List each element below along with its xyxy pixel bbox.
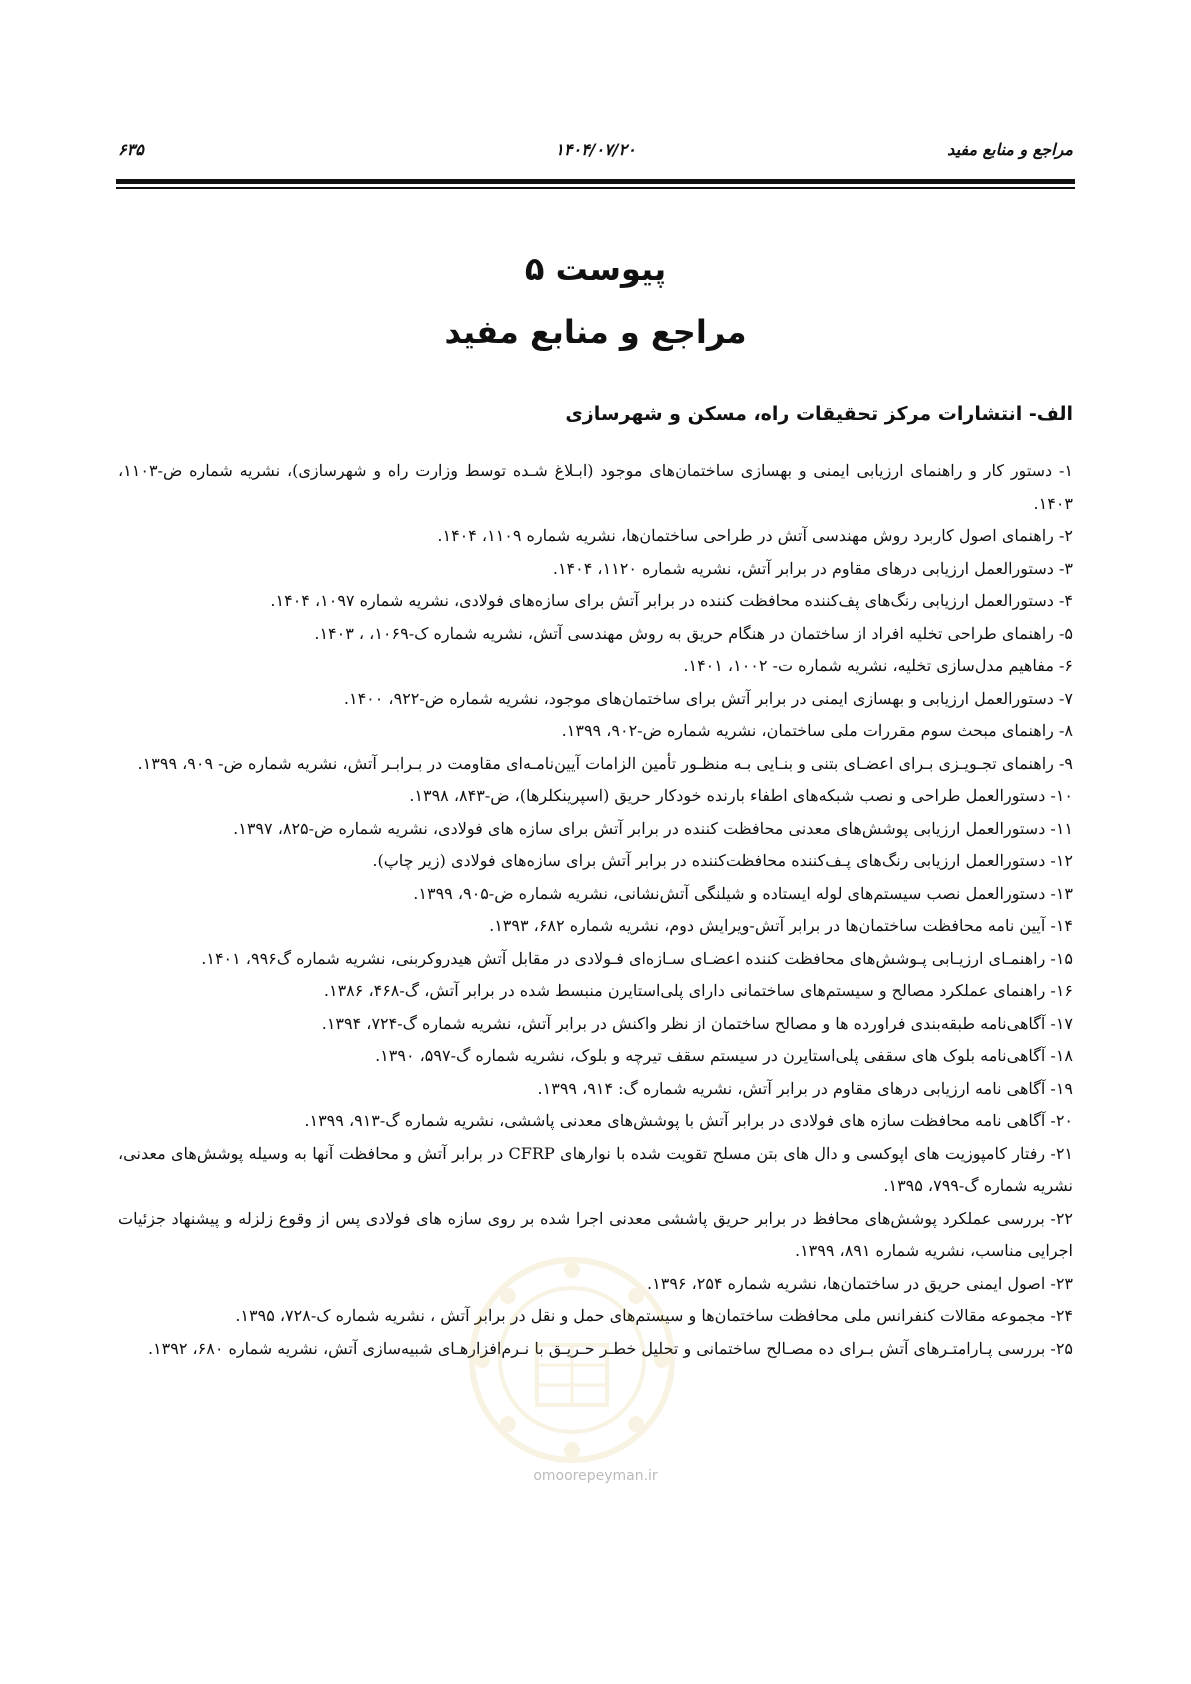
reference-item: ۲۲- بررسی عملکرد پوشش‌های محافظ در برابر حریق پاششی معدنی اجرا شده بر روی سازه های فولادی پس از وقوع زلزله و پیشنهاد جزئیات اجرایی مناسب، نشریه شماره ۸۹۱، ۱۳۹۹. xyxy=(118,1208,1073,1260)
reference-item: ۲۳- اصول ایمنی حریق در ساختمان‌ها، نشریه شماره ۲۵۴، ۱۳۹۶. xyxy=(647,1273,1073,1293)
reference-item: ۲۰- آگاهی نامه محافظت سازه های فولادی در برابر آتش با پوشش‌های معدنی پاششی، نشریه شماره گ-۹۱۳، ۱۳۹۹. xyxy=(304,1111,1073,1130)
reference-item: ۱۴- آیین نامه محافظت ساختمان‌ها در برابر آتش-ویرایش دوم، نشریه شماره ۶۸۲، ۱۳۹۳. xyxy=(489,916,1073,935)
reference-item: ۱۵- راهنمـای ارزیـابی پـوشش‌های محافظت کننده اعضـای سـازه‌ای فـولادی در مقابل آتش هیدروکربنی، نشریه شماره گ۹۹۶، ۱۴۰۱. xyxy=(201,948,1073,968)
appendix-title: پیوست ۵ xyxy=(524,250,667,288)
reference-item: ۵- راهنمای طراحی تخلیه افراد از ساختمان در هنگام حریق به روش مهندسی آتش، نشریه شماره ک-۱۰۶۹، ، ۱۴۰۳. xyxy=(314,623,1073,643)
reference-item: ۱۸- آگاهی‌نامه بلوک های سقفی پلی‌استایرن در سیستم سقف تیرچه و بلوک، نشریه شماره گ-۵۹۷، ۱۳۹۰. xyxy=(375,1046,1073,1065)
reference-item: ۶- مفاهیم مدل‌سازی تخلیه، نشریه شماره ت- ۱۰۰۲، ۱۴۰۱. xyxy=(683,656,1073,675)
reference-item: ۱۹- آگاهی نامه ارزیابی درهای مقاوم در برابر آتش، نشریه شماره گ: ۹۱۴، ۱۳۹۹. xyxy=(537,1078,1073,1098)
reference-item: ۷- دستورالعمل ارزیابی و بهسازی ایمنی در برابر آتش برای ساختمان‌های موجود، نشریه شماره ض-۹۲۲، ۱۴۰۰. xyxy=(343,688,1073,708)
reference-item: ۱۲- دستورالعمل ارزیابی رنگ‌های پـف‌کننده محافظت‌کننده در برابر آتش برای سازه‌های فولادی (زیر چاپ). xyxy=(372,851,1073,870)
reference-item: ۱۱- دستورالعمل ارزیابی پوشش‌های معدنی محافظت کننده در برابر آتش برای سازه های فولادی، نشریه شماره ض-۸۲۵، ۱۳۹۷. xyxy=(233,818,1073,838)
reference-item: ۹- راهنمای تجـویـزی بـرای اعضـای بتنی و بنـایی بـه منظـور تأمین الزامات آیین‌نامـه‌ای مقاومت در بـرابـر آتش، نشریه شماره ض- ۹۰۹، ۱۳۹۹. xyxy=(137,753,1073,773)
appendix-subtitle: مراجع و منابع مفید xyxy=(444,313,747,351)
reference-item: ۸- راهنمای مبحث سوم مقررات ملی ساختمان، نشریه شماره ض-۹۰۲، ۱۳۹۹. xyxy=(561,721,1073,740)
reference-item: ۲۴- مجموعه مقالات کنفرانس ملی محافظت ساختمان‌ها و سیستم‌های حمل و نقل در برابر آتش ، نشریه شماره ک-۷۲۸، ۱۳۹۵. xyxy=(235,1306,1073,1325)
reference-item: ۱۰- دستورالعمل طراحی و نصب شبکه‌های اطفاء بارنده خودکار حریق (اسپرینکلرها)، ض-۸۴۳، ۱۳۹۸. xyxy=(409,786,1073,805)
reference-item: ۳- دستورالعمل ارزیابی درهای مقاوم در برابر آتش، نشریه شماره ۱۱۲۰، ۱۴۰۴. xyxy=(552,558,1073,578)
reference-item: ۱۷- آگاهی‌نامه طبقه‌بندی فراورده ها و مصالح ساختمان از نظر واکنش در برابر آتش، نشریه شماره گ-۷۲۴، ۱۳۹۴. xyxy=(321,1013,1073,1033)
watermark-site-text: omoorepeyman.ir xyxy=(533,1468,658,1484)
page-header xyxy=(118,140,1073,166)
running-header-title: مراجع و منابع مفید xyxy=(947,140,1073,159)
reference-item: ۲۱- رفتار کامپوزیت های اپوکسی و دال های بتن مسلح تقویت شده با نوارهای CFRP در برابر آتش و محافظت آنها به وسیله پوشش‌های معدنی، نشریه شماره گ-۷۹۹، ۱۳۹۵. xyxy=(118,1143,1074,1195)
reference-item: ۴- دستورالعمل ارزیابی رنگ‌های پف‌کننده محافظت کننده در برابر آتش برای سازه‌های فولادی، نشریه شماره ۱۰۹۷، ۱۴۰۴. xyxy=(270,591,1073,610)
reference-item: ۱۳- دستورالعمل نصب سیستم‌های لوله ایستاده و شیلنگی آتش‌نشانی، نشریه شماره ض-۹۰۵، ۱۳۹۹. xyxy=(413,883,1073,903)
reference-item: ۲۵- بررسی پـارامتـرهای آتش بـرای ده مصـالح ساختمانی و تحلیل خطـر حـریـق با نـرم‌افزارهـای شبیه‌سازی آتش، نشریه شماره ۶۸۰، ۱۳۹۲. xyxy=(147,1338,1073,1358)
running-header-date: ۱۴۰۴/۰۷/۲۰ xyxy=(555,140,636,159)
header-rule-thick xyxy=(116,179,1075,184)
header-rule-thin xyxy=(116,187,1075,189)
reference-item: ۲- راهنمای اصول کاربرد روش مهندسی آتش در طراحی ساختمان‌ها، نشریه شماره ۱۱۰۹، ۱۴۰۴. xyxy=(437,526,1073,545)
section-heading: الف- انتشارات مرکز تحقیقات راه، مسکن و شهرسازی xyxy=(565,403,1073,425)
page-number: ۶۳۵ xyxy=(118,140,144,159)
reference-list xyxy=(118,455,1073,1365)
reference-item: ۱۶- راهنمای عملکرد مصالح و سیستم‌های ساختمانی دارای پلی‌استایرن منبسط شده در برابر آتش، گ-۴۶۸، ۱۳۸۶. xyxy=(323,981,1073,1000)
reference-item: ۱- دستور کار و راهنمای ارزیابی ایمنی و بهسازی ساختمان‌های موجود (ابـلاغ شـده توسط وزارت راه و شهرسازی)، نشریه شماره ض-۱۱۰۳، ۱۴۰۳. xyxy=(118,461,1074,513)
